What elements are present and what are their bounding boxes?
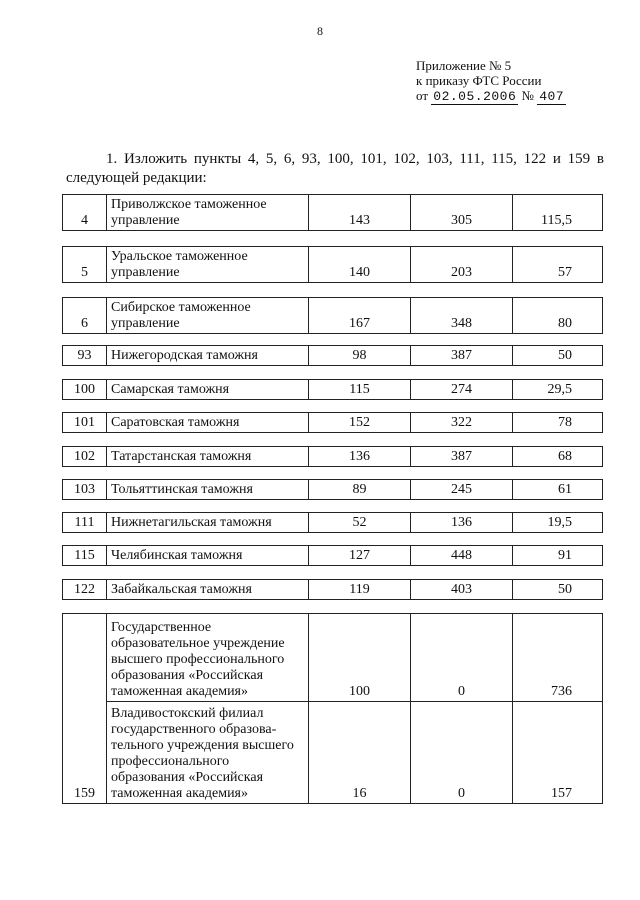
row-value-3: 80 (513, 298, 603, 334)
row-number: 93 (63, 346, 107, 366)
row-value-2: 0 (411, 702, 513, 804)
row-value-1: 127 (309, 546, 411, 566)
row-value-2: 274 (411, 380, 513, 400)
row-value-2: 387 (411, 346, 513, 366)
order-reference: к приказу ФТС России (416, 73, 542, 88)
row-number: 122 (63, 580, 107, 600)
appendix-title: Приложение № 5 (416, 58, 512, 73)
table-row (62, 412, 603, 433)
date-prefix: от (416, 88, 429, 103)
row-value-1: 16 (309, 702, 411, 804)
intro-paragraph: 1. Изложить пункты 4, 5, 6, 93, 100, 101, 102, 103, 111, 115, 122 и 159 в следующей редакции: (66, 151, 604, 186)
row-value-2: 322 (411, 413, 513, 433)
row-number: 115 (63, 546, 107, 566)
row-value-3: 50 (513, 346, 603, 366)
row-number: 159 (63, 614, 107, 804)
row-value-3: 91 (513, 546, 603, 566)
row-name: Саратовская таможня (107, 413, 309, 433)
number-sign: № (521, 88, 534, 103)
row-value-1: 98 (309, 346, 411, 366)
table-row (62, 194, 603, 231)
table-row (62, 297, 603, 334)
row-value-1: 167 (309, 298, 411, 334)
row-name: Самарская таможня (107, 380, 309, 400)
row-value-3: 115,5 (513, 195, 603, 231)
row-value-3: 29,5 (513, 380, 603, 400)
order-number: 407 (539, 89, 565, 104)
table-row (62, 345, 603, 366)
row-value-3: 736 (513, 614, 603, 702)
row-value-2: 136 (411, 513, 513, 533)
row-value-2: 0 (411, 614, 513, 702)
table-row (62, 446, 603, 467)
row-name: Государственное образовательное учреждение высшего профессионального образования «Российская таможенная академия» (107, 614, 309, 702)
row-value-1: 52 (309, 513, 411, 533)
row-value-2: 403 (411, 580, 513, 600)
row-value-1: 136 (309, 447, 411, 467)
row-value-3: 19,5 (513, 513, 603, 533)
row-value-3: 57 (513, 247, 603, 283)
row-value-2: 245 (411, 480, 513, 500)
row-value-1: 115 (309, 380, 411, 400)
row-name: Тольяттинская таможня (107, 480, 309, 500)
row-number: 5 (63, 247, 107, 283)
row-name: Уральское таможенное управление (107, 247, 309, 283)
row-name: Сибирское таможенное управление (107, 298, 309, 334)
row-value-2: 203 (411, 247, 513, 283)
row-value-1: 152 (309, 413, 411, 433)
row-name: Владивостокский филиал государственного образова-тельного учреждения высшего профессионального образования «Российская таможенная академия» (107, 702, 309, 804)
row-number: 100 (63, 380, 107, 400)
table-row (62, 246, 603, 283)
table-rows (62, 0, 602, 900)
row-value-1: 119 (309, 580, 411, 600)
row-number: 101 (63, 413, 107, 433)
table-row (62, 579, 603, 600)
row-value-3: 50 (513, 580, 603, 600)
row-name: Приволжское таможенное управление (107, 195, 309, 231)
table-row (62, 512, 603, 533)
row-name: Нижнетагильская таможня (107, 513, 309, 533)
order-date: 02.05.2006 (433, 89, 517, 104)
row-number: 4 (63, 195, 107, 231)
row-number: 6 (63, 298, 107, 334)
row-number: 111 (63, 513, 107, 533)
row-name: Татарстанская таможня (107, 447, 309, 467)
row-value-3: 61 (513, 480, 603, 500)
row-value-3: 68 (513, 447, 603, 467)
row-value-1: 140 (309, 247, 411, 283)
table-row (62, 545, 603, 566)
row-number: 103 (63, 480, 107, 500)
page-number: 8 (317, 24, 323, 38)
row-value-1: 89 (309, 480, 411, 500)
row-name: Забайкальская таможня (107, 580, 309, 600)
row-value-2: 305 (411, 195, 513, 231)
row-name: Нижегородская таможня (107, 346, 309, 366)
row-value-2: 448 (411, 546, 513, 566)
row-value-2: 387 (411, 447, 513, 467)
row-value-1: 143 (309, 195, 411, 231)
row-value-3: 157 (513, 702, 603, 804)
row-value-3: 78 (513, 413, 603, 433)
row-number: 102 (63, 447, 107, 467)
row-value-2: 348 (411, 298, 513, 334)
table-row (62, 379, 603, 400)
table-row-159 (62, 613, 603, 804)
table-row (62, 479, 603, 500)
row-name: Челябинская таможня (107, 546, 309, 566)
row-value-1: 100 (309, 614, 411, 702)
